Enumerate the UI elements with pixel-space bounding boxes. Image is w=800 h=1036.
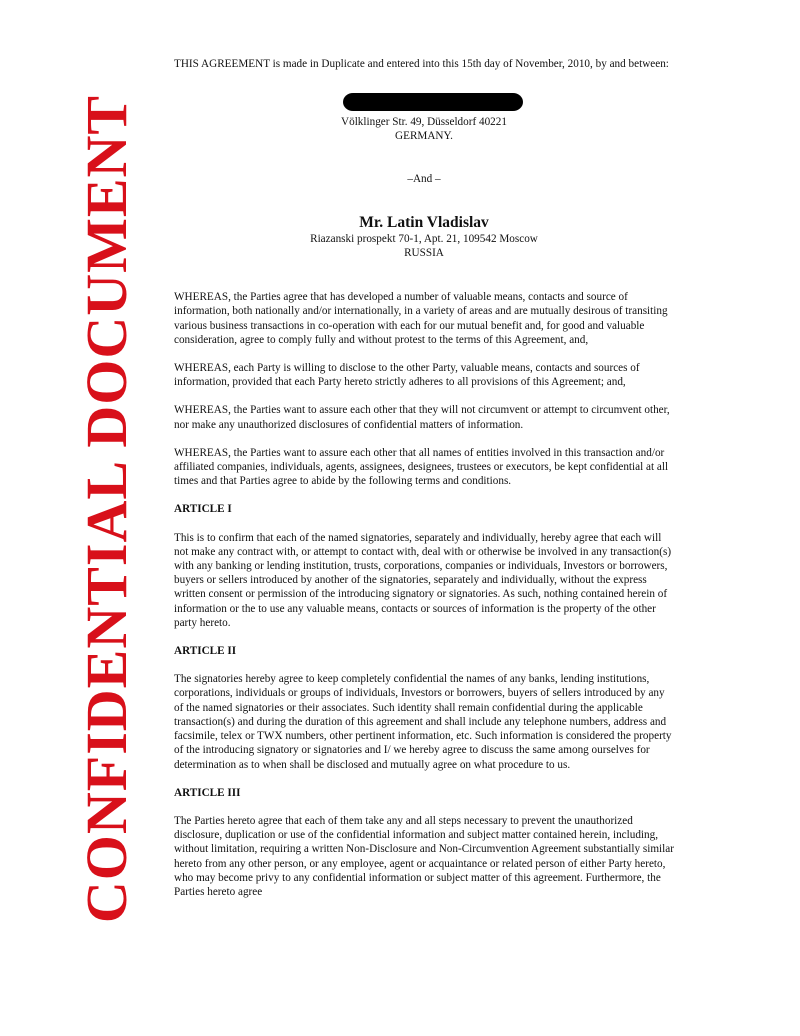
article-1-body: This is to confirm that each of the named signatories, separately and individually, hereby agree that each will not make any contract with, or attempt to contact with, deal with or otherwise be involved in any transaction(s) with any banking or lending institution, trusts, corporations, companies or individuals, Investors or borrowers, buyers or sellers introduced by another of the signatories, separately and individually, without the express written consent or permission of the introducing signatory or signatories. As such, nothing contained herein of information or the to use any valuable means, contacts or sources of information is the property of the other party hereto. xyxy=(174,531,672,629)
confidential-stamp xyxy=(62,94,152,924)
article-1-heading: ARTICLE I xyxy=(174,503,232,516)
intro-paragraph: THIS AGREEMENT is made in Duplicate and entered into this 15th day of November, 2010, by and between: xyxy=(174,58,669,70)
party-two-block xyxy=(174,214,674,260)
party-two-address-line2: RUSSIA xyxy=(404,247,444,260)
article-2-heading: ARTICLE II xyxy=(174,645,237,658)
and-separator: –And – xyxy=(407,172,441,185)
article-3-body: The Parties hereto agree that each of them take any and all steps necessary to prevent the unauthorized disclosure, duplication or use of the confidential information and subject matter contained herein, including, without limitation, requiring a written Non-Disclosure and Non-Circumvention Agreement substantially similar hereto from any other person, or any employee, agent or acquaintance or related person of either Party hereto, who may become privy to any confidential information or subject matter of this agreement. Furthermore, the Parties hereto agree xyxy=(174,814,674,898)
party-two-name: Mr. Latin Vladislav xyxy=(359,213,489,231)
whereas-paragraph-3: WHEREAS, the Parties want to assure each other that they will not circumvent or attempt to circumvent other, nor make any unauthorized disclosures of confidential matters of information. xyxy=(174,404,670,431)
agreement-page xyxy=(174,57,674,913)
party-one-address-line1: Völklinger Str. 49, Düsseldorf 40221 xyxy=(341,116,507,129)
party-one-address-line2: GERMANY. xyxy=(395,130,453,143)
confidential-stamp-text: CONFIDENTIAL DOCUMENT xyxy=(74,94,139,924)
whereas-paragraph-2: WHEREAS, each Party is willing to disclose to the other Party, valuable means, contacts and sources of information, provided that each Party hereto strictly adheres to all provisions of this Agreement; and, xyxy=(174,362,640,389)
article-2-body: The signatories hereby agree to keep completely confidential the names of any banks, lending institutions, corporations, individuals or groups of individuals, Investors or borrowers, buyers of sellers introduced by any of the named signatories or their associates. Such identity shall remain confidential during the applicable transaction(s) and during the duration of this agreement and shall include any telephone numbers, address and facsimile, telex or TWX numbers, other pertinent information, etc. Such information is considered the property of the introducing signatory or signatories and I/ we hereby agree to discuss the same among ourselves for determination as to when shall be disclosed and mutually agree on what procedure to us. xyxy=(174,673,672,771)
party-one-block xyxy=(174,93,674,143)
party-two-address-line1: Riazanski prospekt 70-1, Apt. 21, 109542 Moscow xyxy=(310,232,538,245)
whereas-paragraph-1: WHEREAS, the Parties agree that has developed a number of valuable means, contacts and source of information, both nationally and/or internationally, in a variety of areas and are mutually desirous of transiting various business transactions in co-operation with each for our mutual benefit and, for good and valuable consideration, agree to comply fully and without protest to the terms of this Agreement, and, xyxy=(174,291,668,346)
article-3-heading: ARTICLE III xyxy=(174,786,241,799)
whereas-paragraph-4: WHEREAS, the Parties want to assure each other that all names of entities involved in this transaction and/or affiliated companies, individuals, agents, assignees, designees, trustees or executors, be kept confidential at all times and that Parties agree to abide by the following terms and conditions. xyxy=(174,446,669,488)
redacted-name xyxy=(343,93,523,111)
